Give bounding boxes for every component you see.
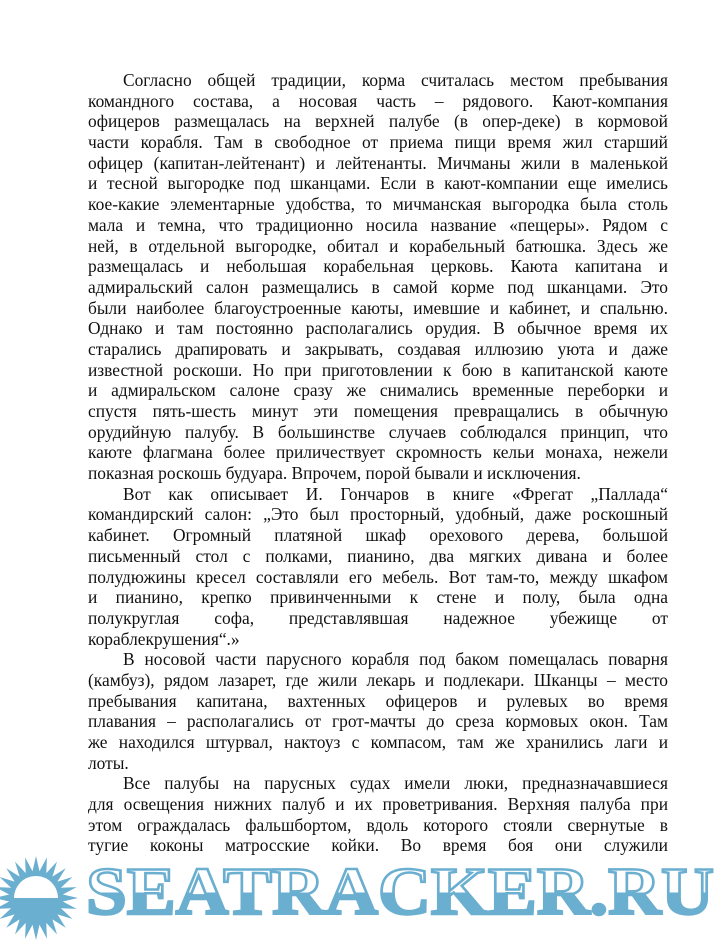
text-line: Вот как описывает И. Гончаров в книге «Фрегат „Паллада“	[123, 483, 668, 504]
text-line: Все палубы на парусных судах имели люки, предназначавшиеся	[123, 773, 668, 794]
text-line: тугие коконы матросские койки. Во время боя они служили	[88, 835, 668, 856]
text-line: адмиральский салон размещались в самой корме под шканцами. Это	[88, 276, 668, 297]
text-line: мала и темна, что традиционно носила название «пещеры». Рядом с	[88, 214, 668, 235]
seatracker-watermark	[0, 850, 724, 941]
document-body	[88, 70, 668, 856]
text-line: полукруглая софа, представлявшая надежное убежище от	[88, 607, 668, 628]
text-line: известной роскоши. Но при приготовлении к бою в капитанской каюте	[88, 359, 668, 380]
text-line: орудийную палубу. В большинстве случаев соблюдался принцип, что	[88, 421, 668, 442]
text-line: лоты.	[88, 752, 129, 773]
text-line: же находился штурвал, нактоуз с компасом, там же хранились лаги и	[88, 732, 668, 752]
text-line: старались драпировать и закрывать, создавая иллюзию уюта и даже	[88, 338, 668, 359]
sun-logo-icon	[0, 856, 78, 940]
text-line: полудюжины кресел составляли его мебель. Вот там-то, между шкафом	[88, 566, 668, 587]
text-line: и тесной выгородке под шканцами. Если в кают-компании еще имелись	[88, 173, 668, 194]
text-line: плавания – располагались от грот-мачты до среза кормовых окон. Там	[88, 711, 668, 732]
text-line: этом ограждалась фальшбортом, вдоль которого стояли свернутые в	[88, 814, 668, 835]
text-line: спустя пять-шесть минут эти помещения превращались в обычную	[88, 401, 668, 421]
text-line: показная роскошь будуара. Впрочем, порой бывали и исключения.	[88, 463, 581, 484]
text-line: ней, в отдельной выгородке, обитал и корабельный батюшка. Здесь же	[88, 235, 668, 256]
text-line: размещалась и небольшая корабельная церковь. Каюта капитана и	[88, 256, 668, 277]
text-line: кое-какие элементарные удобства, то мичманская выгородка была столь	[88, 194, 668, 215]
text-line: Согласно общей традиции, корма считалась местом пребывания	[123, 70, 668, 90]
text-line: кораблекрушения“.»	[88, 628, 240, 649]
text-line: каюте флагмана более приличествует скромность кельи монаха, нежели	[88, 442, 668, 463]
text-line: и адмиральском салоне сразу же снимались временные переборки и	[88, 380, 668, 401]
text-line: части корабля. Там в свободное от приема пищи время жил старший	[88, 132, 668, 153]
text-line: (камбуз), рядом лазарет, где жили лекарь и подлекари. Шканцы – место	[88, 669, 668, 690]
text-line: командирский салон: „Это был просторный, удобный, даже роскошный	[88, 504, 668, 525]
text-line: В носовой части парусного корабля под баком помещалась поварня	[123, 649, 668, 670]
text-line: пребывания капитана, вахтенных офицеров и рулевых во время	[88, 690, 668, 711]
text-line: были наиболее благоустроенные каюты, имевшие и кабинет, и спальню.	[88, 297, 668, 318]
text-line: письменный стол с полками, пианино, два мягких дивана и более	[88, 545, 668, 566]
text-line: офицеров размещалась на верхней палубе (в опер-деке) в кормовой	[88, 111, 668, 132]
text-line: командного состава, а носовая часть – рядового. Кают-компания	[88, 90, 668, 111]
text-line: кабинет. Огромный платяной шкаф орехового дерева, большой	[88, 525, 668, 546]
text-line: для освещения нижних палуб и их проветривания. Верхняя палуба при	[88, 794, 668, 815]
text-line: Однако и там постоянно располагались орудия. В обычное время их	[88, 318, 668, 339]
text-line: и пианино, крепко привинченными к стене и полу, была одна	[88, 587, 668, 608]
text-line: офицер (капитан-лейтенант) и лейтенанты. Мичманы жили в маленькой	[88, 152, 668, 173]
watermark-text: SEATRACKER.RU	[86, 853, 714, 929]
